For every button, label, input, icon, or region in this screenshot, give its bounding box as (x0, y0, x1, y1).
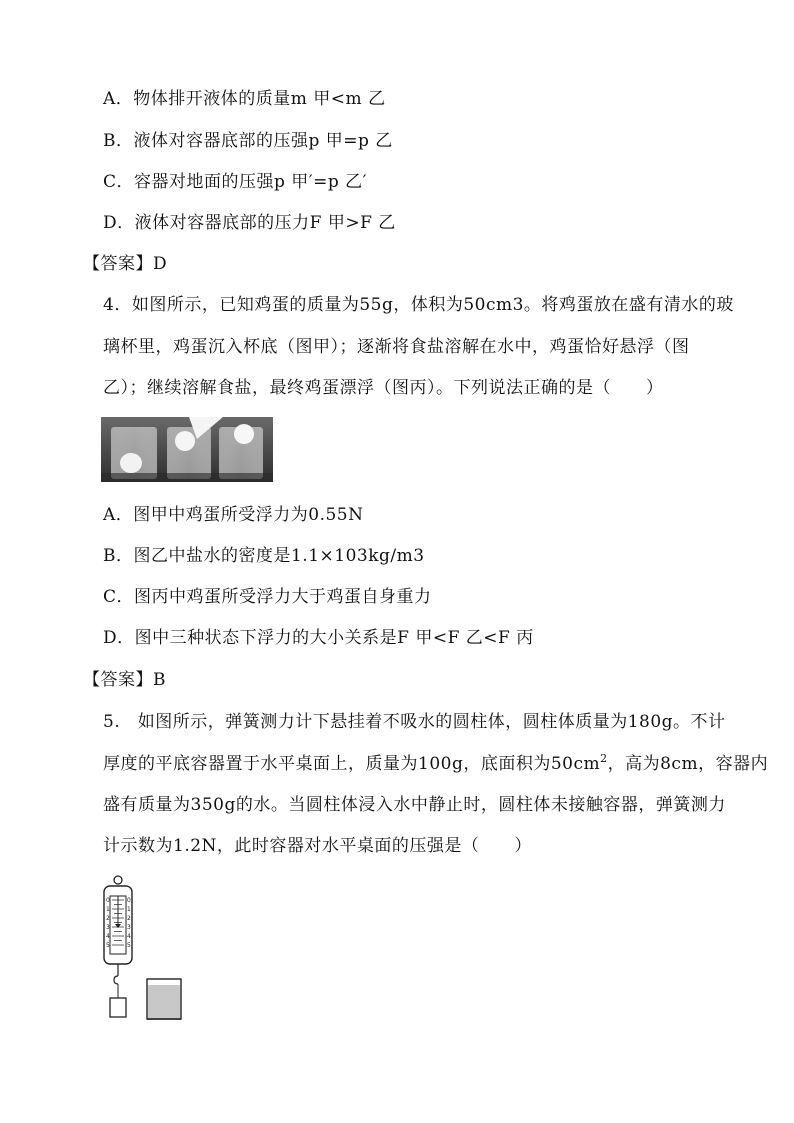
scale-label: 1 (127, 906, 131, 913)
q4-line-2: 璃杯里，鸡蛋沉入杯底（图甲）；逐渐将食盐溶解在水中，鸡蛋恰好悬浮（图 (103, 337, 690, 357)
scale-label: 5 (127, 942, 131, 949)
scale-label: 3 (106, 924, 110, 931)
scale-label: 0 (127, 897, 131, 904)
q4-line-1: 4．如图所示，已知鸡蛋的质量为55g，体积为50cm3。将鸡蛋放在盛有清水的玻 (103, 295, 734, 315)
q5-line-2-sup: 2 (600, 752, 608, 765)
q5-line-2-a: 厚度的平底容器置于水平桌面上，质量为100g，底面积为50cm (103, 754, 601, 774)
q4-option-a: A．图甲中鸡蛋所受浮力为0.55N (103, 505, 364, 525)
q5-line-4: 计示数为1.2N，此时容器对水平桌面的压强是（ ） (103, 836, 532, 856)
scale-label: 3 (127, 924, 131, 931)
spring-scale-figure (100, 874, 190, 1024)
q5-line-2 (103, 753, 768, 775)
egg-glasses-illustration (101, 417, 273, 482)
scale-label: 4 (106, 933, 110, 940)
scale-label: 2 (106, 915, 110, 922)
scale-label: 5 (106, 942, 110, 949)
option-c-prev: C．容器对地面的压强p 甲′=p 乙′ (103, 172, 368, 192)
answer-3: 【答案】D (83, 254, 168, 274)
option-a-prev: A．物体排开液体的质量m 甲<m 乙 (103, 89, 386, 109)
q4-option-c: C．图丙中鸡蛋所受浮力大于鸡蛋自身重力 (103, 587, 432, 607)
spring-scale-illustration (100, 874, 190, 1024)
q4-line-3: 乙）；继续溶解食盐，最终鸡蛋漂浮（图丙）。下列说法正确的是（ ） (103, 378, 664, 398)
q5-line-1: 5. 如图所示，弹簧测力计下悬挂着不吸水的圆柱体，圆柱体质量为180g。不计 (103, 712, 726, 732)
q4-option-b: B．图乙中盐水的密度是1.1×103kg/m3 (103, 546, 425, 566)
q5-line-2-b: ，高为8cm，容器内 (607, 754, 769, 774)
scale-label: 4 (127, 933, 131, 940)
option-b-prev: B．液体对容器底部的压强p 甲=p 乙 (103, 131, 393, 151)
answer-4: 【答案】B (83, 670, 166, 690)
q4-option-d: D．图中三种状态下浮力的大小关系是F 甲<F 乙<F 丙 (103, 628, 534, 648)
scale-label: 2 (127, 915, 131, 922)
scale-label: 0 (106, 897, 110, 904)
scale-label: 1 (106, 906, 110, 913)
egg-glasses-photo (101, 417, 273, 482)
q5-line-3: 盛有质量为350g的水。当圆柱体浸入水中静止时，圆柱体未接触容器，弹簧测力 (103, 795, 726, 815)
option-d-prev: D．液体对容器底部的压力F 甲>F 乙 (103, 213, 396, 233)
